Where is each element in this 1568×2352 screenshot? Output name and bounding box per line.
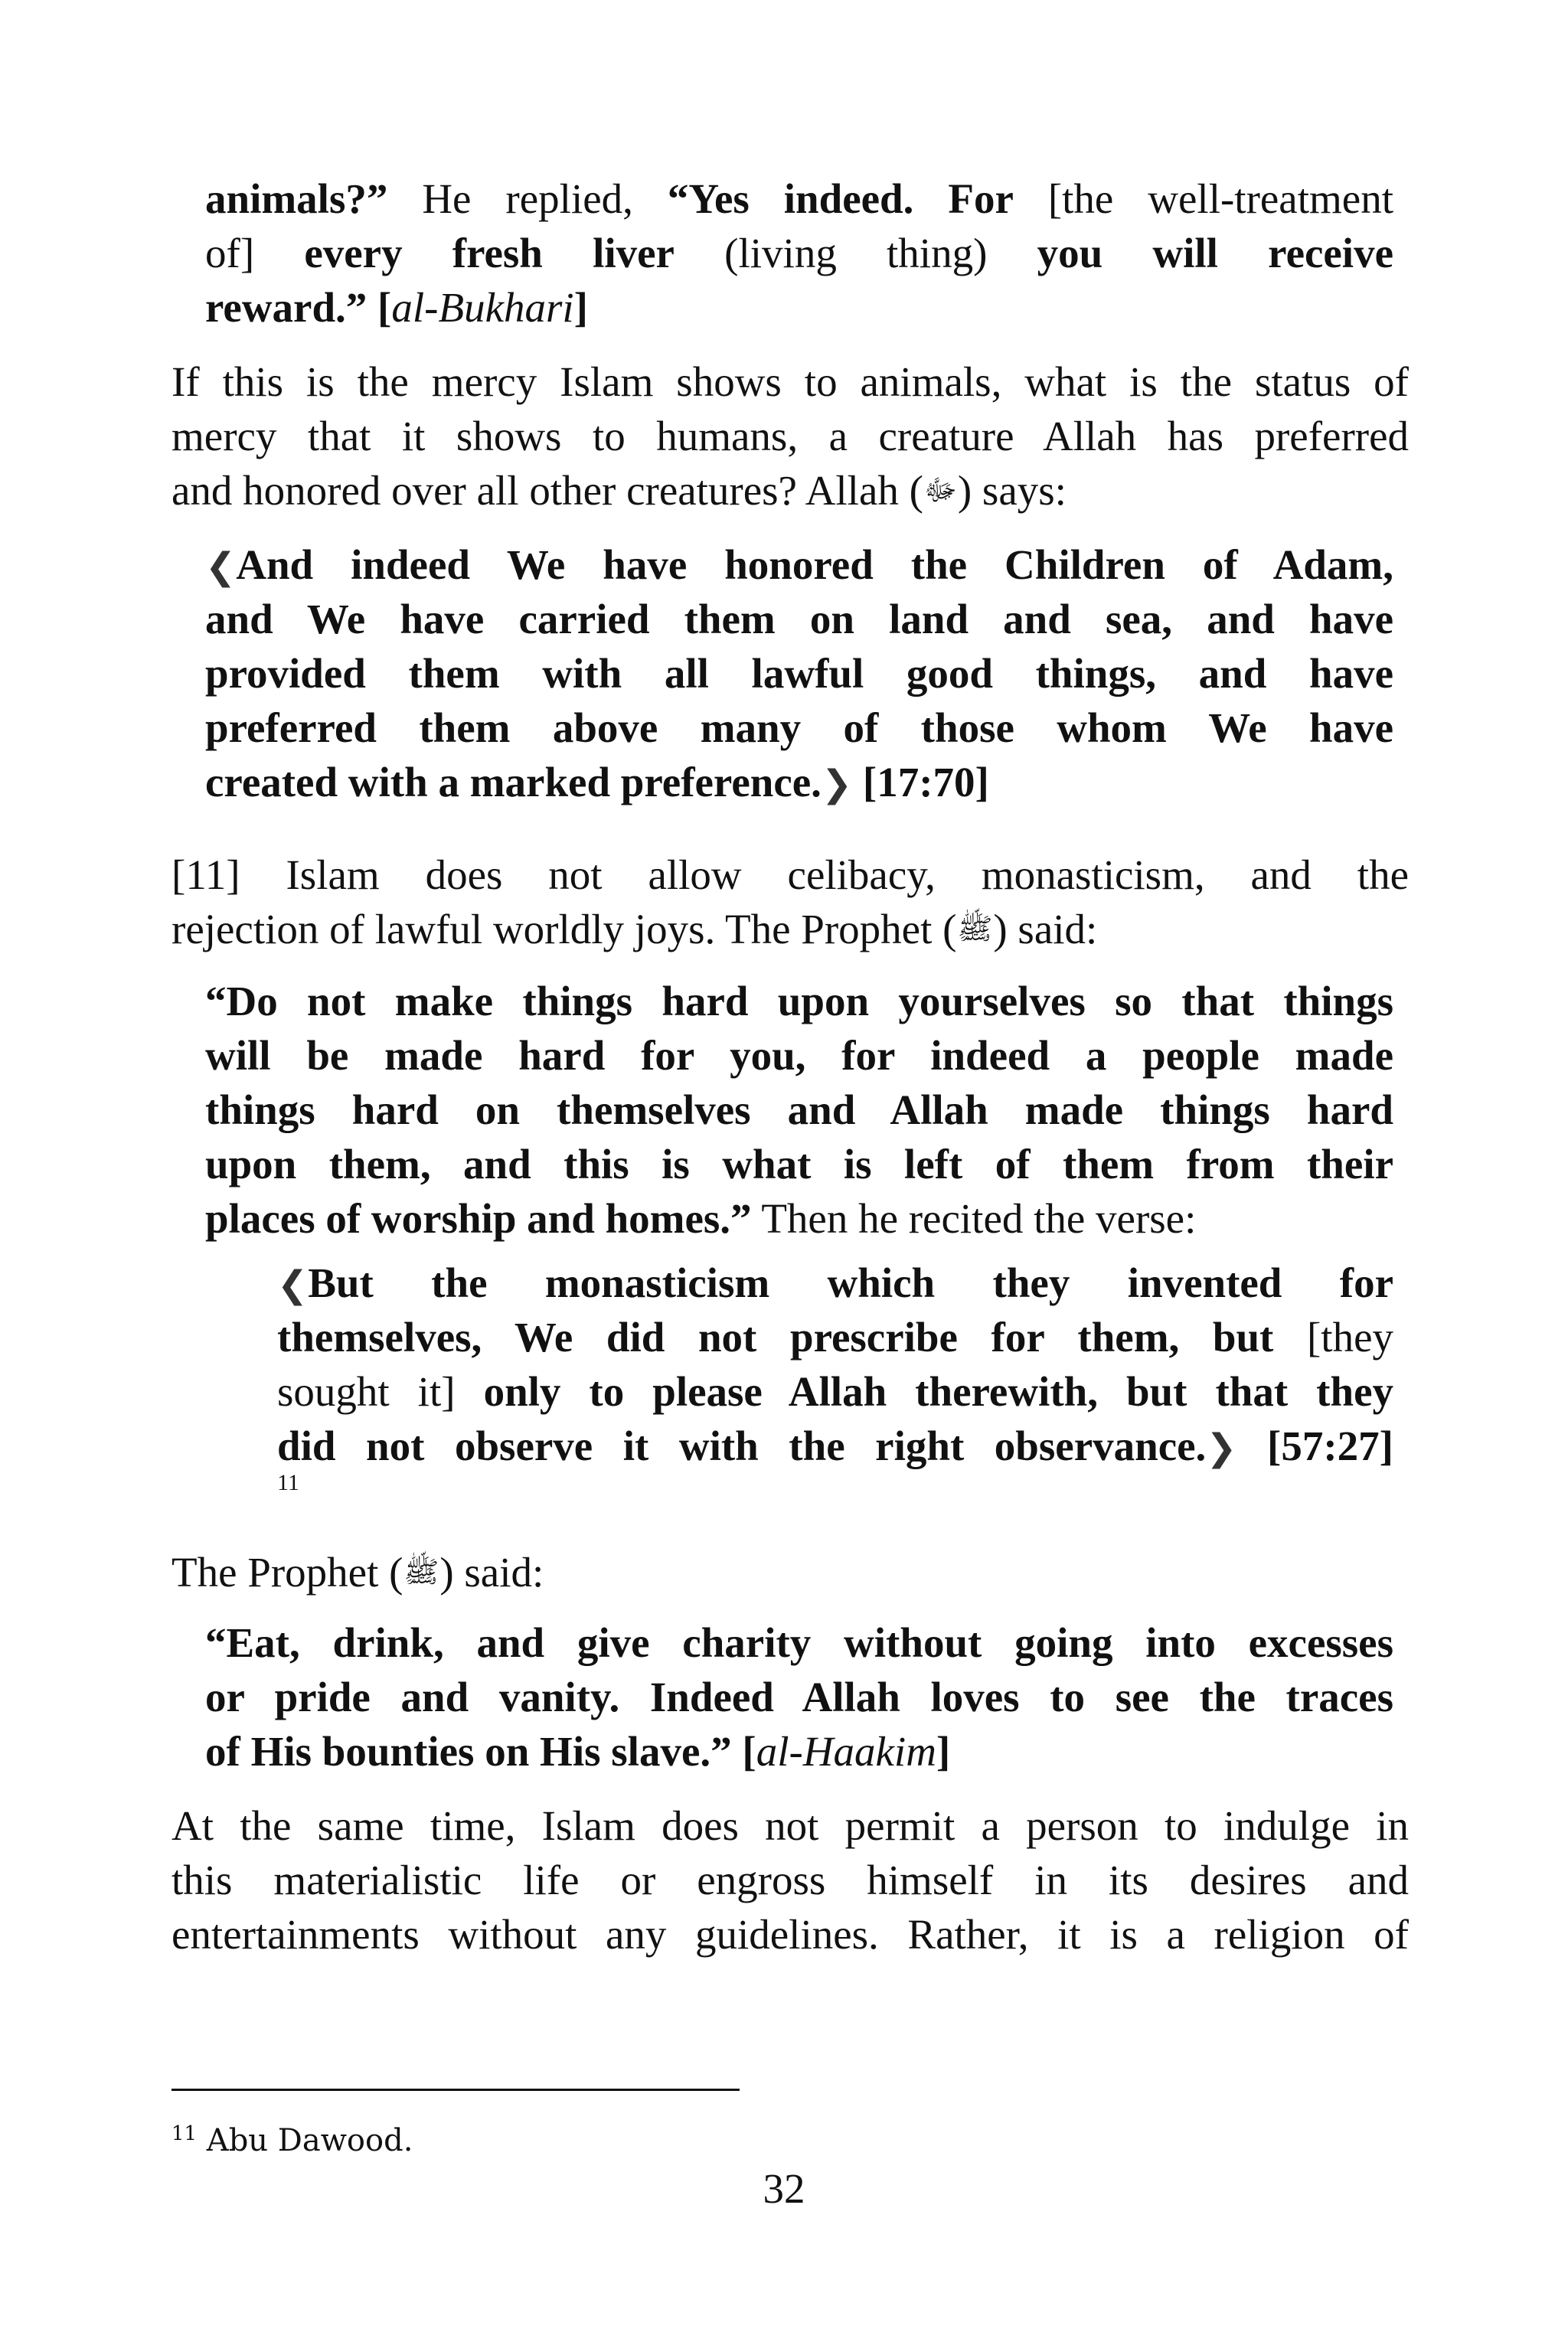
- text-line: provided them with all lawful good things, and have: [205, 650, 1393, 697]
- ornate-bracket-open-icon: ❮: [205, 547, 237, 587]
- source-citation: al-Bukhari: [391, 284, 574, 331]
- text-line: and We have carried them on land and sea, and have: [205, 596, 1393, 642]
- text-line: upon them, and this is what is left of them from their: [205, 1141, 1393, 1187]
- text-line: “Do not make things hard upon yourselves so that things: [205, 978, 1393, 1024]
- body-paragraph: [172, 848, 1409, 956]
- text-line: created with a marked preference.❯ [17:70]: [205, 759, 989, 805]
- text-line: of] every fresh liver (living thing) you will receive: [205, 230, 1393, 276]
- hadith-continuation: [205, 172, 1393, 335]
- footnote-reference[interactable]: 11: [277, 1470, 299, 1495]
- source-citation: al-Haakim: [756, 1728, 936, 1775]
- verse-reference: [57:27]: [1236, 1423, 1393, 1469]
- footnote: [172, 2115, 413, 2160]
- text-line: [11] Islam does not allow celibacy, monasticism, and the: [172, 851, 1409, 898]
- hadith-quote: [205, 974, 1393, 1246]
- text-line: rejection of lawful worldly joys. The Prophet (ﷺ) said:: [172, 902, 1409, 956]
- text-line: ❮But the monasticism which they invented for: [277, 1259, 1393, 1306]
- quran-quote: [205, 537, 1393, 809]
- ornate-bracket-close-icon: ❯: [821, 764, 853, 805]
- text-line: “Eat, drink, and give charity without going into excesses: [205, 1619, 1393, 1666]
- text-line: At the same time, Islam does not permit a person to indulge in: [172, 1802, 1409, 1849]
- page-number: 32: [763, 2165, 805, 2212]
- text-line: If this is the mercy Islam shows to animals, what is the status of: [172, 358, 1409, 405]
- text-line: did not observe it with the right observance.❯ [57:27]: [277, 1423, 1393, 1469]
- text-line: The Prophet (ﷺ) said:: [172, 1545, 1409, 1599]
- text-line: mercy that it shows to humans, a creature Allah has preferred: [172, 413, 1409, 459]
- text-line: of His bounties on His slave.” [al-Haakim]: [205, 1728, 951, 1775]
- body-paragraph: [172, 1545, 1409, 1599]
- text-line: places of worship and homes.” Then he recited the verse:: [205, 1195, 1197, 1242]
- quran-quote-nested: [277, 1256, 1393, 1473]
- text-line: animals?” He replied, “Yes indeed. For [the well-treatment: [205, 175, 1393, 222]
- text-line: themselves, We did not prescribe for them, but [they: [277, 1314, 1393, 1361]
- verse-reference: [17:70]: [852, 759, 989, 805]
- text-line: ❮And indeed We have honored the Children of Adam,: [205, 541, 1393, 588]
- footnote-marker: 11: [172, 2122, 198, 2145]
- text-line: things hard on themselves and Allah made things hard: [205, 1086, 1393, 1133]
- honorific-glyph: ﷺ: [957, 913, 993, 946]
- ornate-bracket-open-icon: ❮: [277, 1265, 309, 1305]
- footnote-separator: [172, 2089, 740, 2091]
- text-line: sought it] only to please Allah therewith, but that they: [277, 1368, 1393, 1415]
- text-line: this materialistic life or engross himself in its desires and: [172, 1857, 1409, 1903]
- text-line: and honored over all other creatures? Allah (ﷻ) says:: [172, 463, 1409, 518]
- body-paragraph: [172, 1798, 1409, 1962]
- honorific-glyph: ﷺ: [403, 1557, 439, 1589]
- hadith-quote: [205, 1615, 1393, 1779]
- text-line: or pride and vanity. Indeed Allah loves to see the traces: [205, 1674, 1393, 1720]
- text-line: will be made hard for you, for indeed a people made: [205, 1032, 1393, 1079]
- text-line: entertainments without any guidelines. Rather, it is a religion of: [172, 1911, 1409, 1958]
- honorific-glyph: ﷻ: [923, 475, 957, 507]
- body-paragraph: [172, 354, 1409, 518]
- text-line: preferred them above many of those whom We have: [205, 704, 1393, 751]
- ornate-bracket-close-icon: ❯: [1206, 1428, 1237, 1468]
- footnote-text: Abu Dawood.: [197, 2123, 413, 2158]
- text-line: reward.” [al-Bukhari]: [205, 284, 588, 331]
